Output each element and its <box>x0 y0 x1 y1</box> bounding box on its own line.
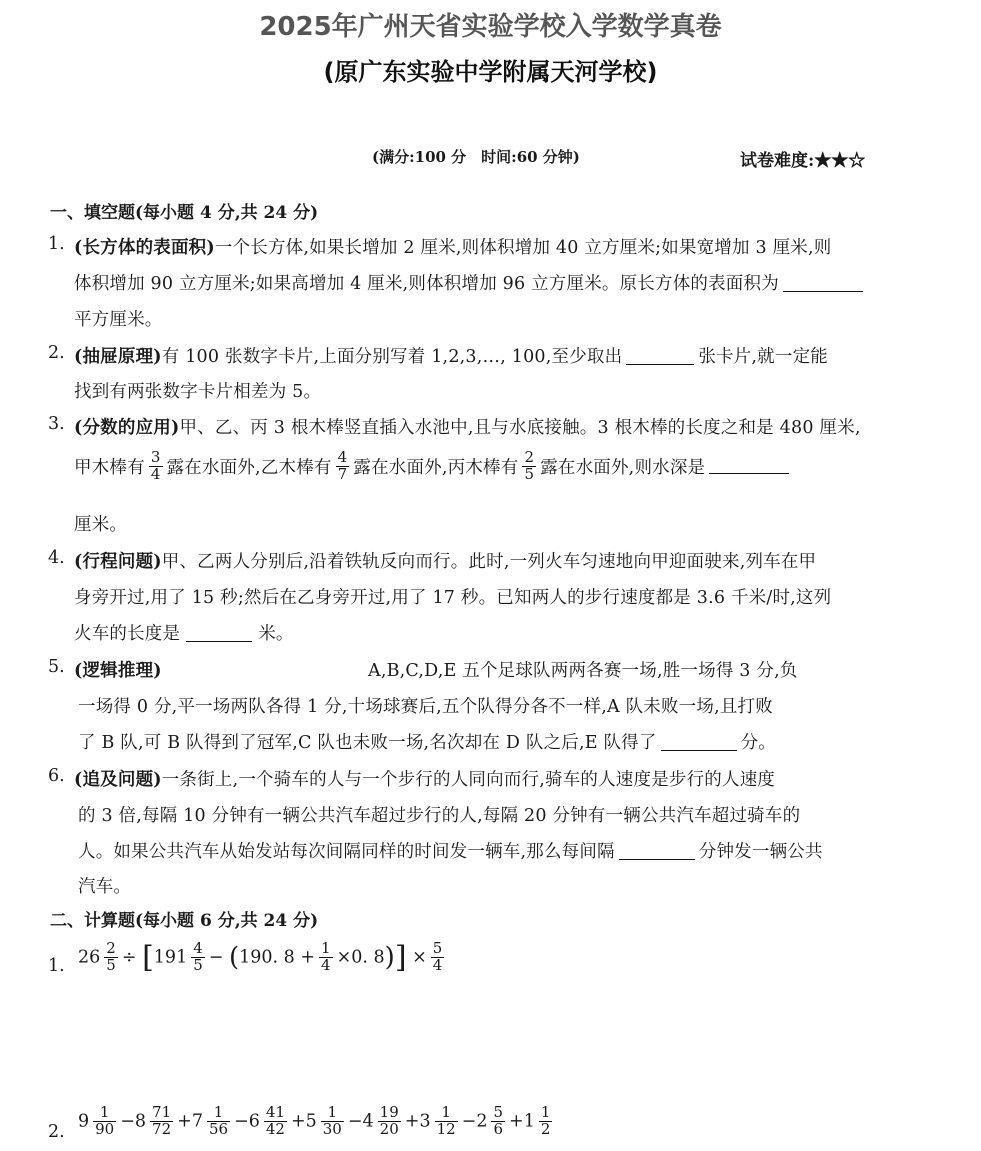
fraction: $\frac{4}{7}$ <box>337 448 348 483</box>
fraction: $\frac{3}{4}$ <box>150 448 161 483</box>
question-topic-tag: (行程问题) <box>74 552 162 572</box>
answer-blank[interactable] <box>783 274 863 293</box>
whole-number: 8 <box>134 1111 147 1132</box>
question-line <box>74 414 861 439</box>
fraction: $\frac{1}{2}$ <box>540 1103 551 1138</box>
question-number: 4. <box>48 548 65 568</box>
question-text: 体积增加 90 立方厘米;如果高增加 4 厘米,则体积增加 96 立方厘米。原长方体的表面积为 <box>74 274 779 294</box>
question-topic-tag: (追及问题) <box>74 770 162 790</box>
question-text: 露在水面外,乙木棒有 <box>166 457 332 478</box>
fraction: $\frac{1}{30}$ <box>322 1103 342 1138</box>
question-text: 甲木棒有 <box>74 457 145 478</box>
question-line <box>74 343 828 368</box>
question-text: 甲、乙两人分别后,沿着铁轨反向而行。此时,一列火车匀速地向甲迎面驶来,列车在甲 <box>161 552 817 572</box>
question-line <box>74 270 863 295</box>
question-line: A,B,C,D,E 五个足球队两两各赛一场,胜一场得 3 分,负 <box>368 661 798 681</box>
operator: − <box>347 1111 363 1132</box>
question-line <box>74 234 831 259</box>
whole-number: 5 <box>305 1111 317 1132</box>
calculation-expression <box>78 1105 556 1138</box>
whole-number: 3 <box>419 1111 431 1132</box>
fraction: $\frac{1}{4}$ <box>321 939 331 974</box>
question-number: 2. <box>48 1122 65 1142</box>
section-heading-calculation: 二、计算题(每小题 6 分,共 24 分) <box>50 911 319 931</box>
question-number: 3. <box>48 414 65 434</box>
question-text: 露在水面外,则水深是 <box>540 457 706 478</box>
question-text: 分钟发一辆公共 <box>698 842 823 862</box>
question-line: 汽车。 <box>78 877 132 897</box>
answer-blank[interactable] <box>186 624 252 643</box>
fraction: $\frac{4}{5}$ <box>193 939 203 974</box>
question-topic-tag: (抽屉原理) <box>74 347 162 367</box>
calculation-expression: 26 $\frac{2}{5}$ ÷ [191 $\frac{4}{5}$ − (190. 8 + $\frac{1}{4}$ ×0. 8)] × $\frac{5}{4}$ <box>78 939 443 975</box>
question-line: 找到有两张数字卡片相差为 5。 <box>74 382 322 402</box>
question-line: 身旁开过,用了 15 秒;然后在乙身旁开过,用了 17 秒。已知两人的步行速度都是 3.6 千米/时,这列 <box>74 588 832 608</box>
exam-title: 2025年广州天省实验学校入学数学真卷 <box>259 12 722 42</box>
question-line <box>78 729 776 754</box>
whole-number: 7 <box>191 1111 203 1132</box>
question-text: 露在水面外,丙木棒有 <box>353 457 519 478</box>
question-line: 一场得 0 分,平一场两队各得 1 分,十场球赛后,五个队得分各不一样,A 队未败一场,且打败 <box>78 697 773 717</box>
question-line: 厘米。 <box>74 515 128 535</box>
star-filled-icon: ★ <box>814 151 832 171</box>
question-text: 分。 <box>740 733 776 753</box>
fraction: $\frac{2}{5}$ <box>524 448 535 483</box>
fraction: $\frac{1}{12}$ <box>436 1103 456 1138</box>
fraction: $\frac{1}{90}$ <box>95 1103 115 1138</box>
whole-number: 4 <box>362 1111 374 1132</box>
operator: − <box>234 1111 249 1132</box>
section-heading-fill-blank: 一、填空题(每小题 4 分,共 24 分) <box>50 203 319 223</box>
fraction: $\frac{1}{56}$ <box>208 1103 229 1138</box>
question-line <box>74 766 775 791</box>
question-text: 张卡片,就一定能 <box>698 347 828 367</box>
question-text: 了 B 队,可 B 队得到了冠军,C 队也未败一场,名次却在 D 队之后,E 队得了 <box>78 733 657 753</box>
fraction: $\frac{5}{6}$ <box>493 1103 504 1138</box>
question-text: 有 100 张数字卡片,上面分别写着 1,2,3,…, 100,至少取出 <box>161 347 623 367</box>
fraction: $\frac{41}{42}$ <box>265 1103 285 1138</box>
question-line: 平方厘米。 <box>74 310 163 330</box>
question-number: 1. <box>48 234 65 254</box>
fraction: $\frac{2}{5}$ <box>106 939 116 974</box>
question-text: 人。如果公共汽车从始发站每次间隔同样的时间发一辆车,那么每间隔 <box>78 842 615 862</box>
question-number: 5. <box>48 657 65 677</box>
question-text: 火车的长度是 <box>74 624 181 644</box>
question-topic-tag: (逻辑推理) <box>74 661 162 681</box>
answer-blank[interactable] <box>661 733 737 752</box>
question-text: 甲、乙、丙 3 根木棒竖直插入水池中,且与水底接触。3 根木棒的长度之和是 480 厘米, <box>179 418 861 438</box>
question-text: 一个长方体,如果长增加 2 厘米,则体积增加 40 立方厘米;如果宽增加 3 厘米,则 <box>214 238 832 258</box>
exam-subtitle: (原广东实验中学附属天河学校) <box>323 58 658 86</box>
operator: + <box>290 1111 306 1132</box>
fraction: $\frac{5}{4}$ <box>432 939 443 974</box>
answer-blank[interactable] <box>626 347 694 366</box>
question-topic-tag: (长方体的表面积) <box>74 238 215 258</box>
difficulty-rating <box>740 146 865 171</box>
question-number: 6. <box>48 766 65 786</box>
whole-number: 6 <box>248 1111 260 1132</box>
question-text: 一条街上,一个骑车的人与一个步行的人同向而行,骑车的人速度是步行的人速度 <box>161 770 776 790</box>
operator: + <box>509 1111 524 1132</box>
score-time-info: (满分:100 分 时间:60 分钟) <box>372 148 580 166</box>
star-filled-icon: ★ <box>831 151 849 171</box>
whole-number: 1 <box>523 1111 535 1132</box>
question-topic-tag: (分数的应用) <box>74 418 180 438</box>
whole-number: 2 <box>476 1111 488 1132</box>
fraction: $\frac{19}{20}$ <box>379 1103 399 1138</box>
operator: − <box>120 1111 135 1132</box>
question-line <box>78 838 823 863</box>
question-line <box>74 450 789 483</box>
question-line <box>74 657 162 682</box>
question-line: 的 3 倍,每隔 10 分钟有一辆公共汽车超过步行的人,每隔 20 分钟有一辆公共汽车超过骑车的 <box>78 806 801 826</box>
question-text: 米。 <box>258 624 294 644</box>
answer-blank[interactable] <box>619 842 695 861</box>
question-line <box>74 620 294 645</box>
operator: − <box>461 1111 477 1132</box>
question-number: 1. <box>48 956 65 976</box>
answer-blank[interactable] <box>709 455 789 474</box>
operator: + <box>177 1111 192 1132</box>
difficulty-label: 试卷难度: <box>740 151 815 171</box>
fraction: $\frac{71}{72}$ <box>152 1103 172 1138</box>
question-line <box>74 548 816 573</box>
whole-number: 9 <box>78 1111 90 1132</box>
question-number: 2. <box>48 343 65 363</box>
star-empty-icon: ☆ <box>848 151 866 171</box>
operator: + <box>404 1111 420 1132</box>
